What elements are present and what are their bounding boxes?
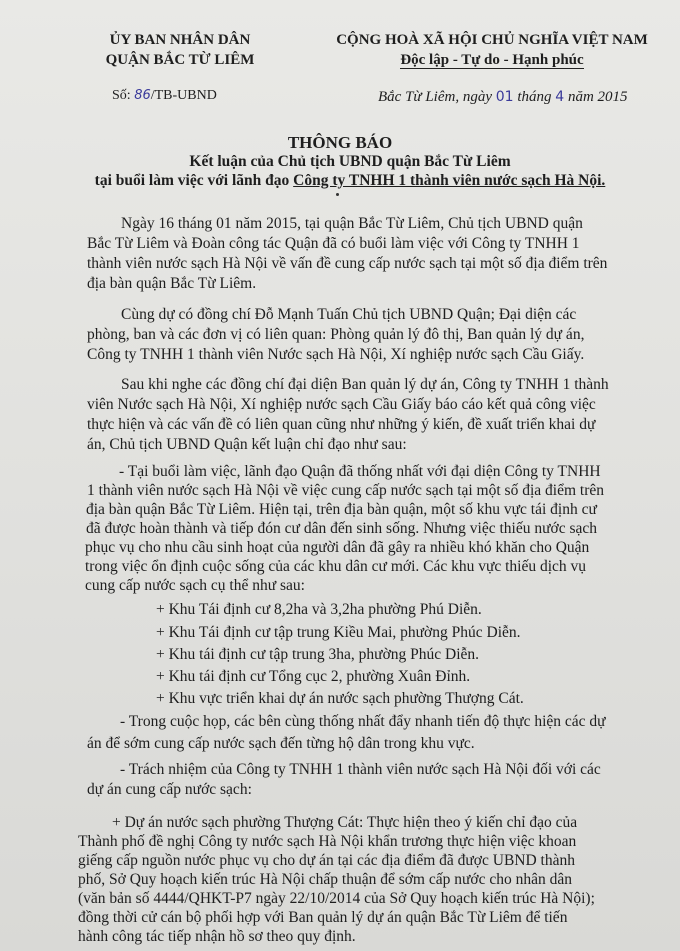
body-line: Cùng dự có đồng chí Đỗ Mạnh Tuấn Chủ tịch UBND Quận; Đại diện các <box>121 306 577 323</box>
body-line: Bắc Từ Liêm và Đoàn công tác Quận đã có buổi làm việc với Công ty TNHH 1 <box>87 235 580 252</box>
national-motto <box>318 50 666 70</box>
body-line: dự án cung cấp nước sạch: <box>87 781 252 798</box>
subtitle-company: Công ty TNHH 1 thành viên nước sạch Hà Nội. <box>293 172 606 189</box>
body-line: Thành phố đề nghị Công ty nước sạch Hà Nội khẩn trương thực hiện việc khoan <box>78 833 577 850</box>
date-day: 01 <box>495 89 514 105</box>
body-line: phố, Sở Quy hoạch kiến trúc Hà Nội chấp thuận để sớm cấp nước cho nhân dân <box>78 871 572 888</box>
body-line: đã được hoàn thành và tiếp đón cư dân đến sinh sống. Nhưng việc thiếu nước sạch <box>86 520 598 537</box>
date-year: năm 2015 <box>567 89 628 105</box>
body-line: trong việc ổn định cuộc sống của các khu dân cư mới. Các khu vực thiếu dịch vụ <box>85 558 587 575</box>
date-month-label: tháng <box>517 89 552 105</box>
document-title: THÔNG BÁO <box>287 133 393 152</box>
body-line: thực hiện và các vấn đề có liên quan cũng như những ý kiến, đề xuất triển khai dự <box>87 416 596 433</box>
body-line: án để sớm cung cấp nước sạch đến từng hộ dân trong khu vực. <box>87 735 475 752</box>
body-line: Công ty TNHH 1 thành viên Nước sạch Hà Nội, Xí nghiệp nước sạch Cầu Giấy. <box>87 346 585 363</box>
doc-no-suffix: /TB-UBND <box>150 88 217 103</box>
date-month: 4 <box>555 89 565 105</box>
agency-line-2: QUẬN BẮC TỪ LIÊM <box>105 52 255 68</box>
list-item: + Khu Tái định cư 8,2ha và 3,2ha phường Phú Diễn. <box>156 601 482 618</box>
date-place: Bắc Từ Liêm, ngày <box>378 89 493 105</box>
doc-no-handwritten: 86 <box>134 88 151 103</box>
body-line: Ngày 16 tháng 01 năm 2015, tại quận Bắc Từ Liêm, Chủ tịch UBND quận <box>121 215 583 232</box>
list-item: + Khu tái định cư Tổng cục 2, phường Xuân Đỉnh. <box>156 668 471 685</box>
document-subtitle-1: Kết luận của Chủ tịch UBND quận Bắc Từ Liêm <box>189 153 511 170</box>
list-item: + Khu vực triển khai dự án nước sạch phường Thượng Cát. <box>156 690 524 707</box>
agency-line-1: ỦY BAN NHÂN DÂN <box>109 32 251 48</box>
issuing-agency <box>100 30 260 70</box>
body-line: đồng thời cử cán bộ phối hợp với Ban quản lý dự án quận Bắc Từ Liêm để tiến <box>78 909 568 926</box>
document-number <box>112 88 217 104</box>
body-line: thành viên nước sạch Hà Nội về vấn đề cung cấp nước sạch tại một số địa điểm trên <box>87 255 608 272</box>
list-item: + Khu tái định cư tập trung 3ha, phường Phúc Diễn. <box>156 646 480 663</box>
body-line: giếng cấp nguồn nước phục vụ cho dự án tại các địa điểm đã được UBND thành <box>78 852 575 869</box>
body-line: 1 thành viên nước sạch Hà Nội về việc cung cấp nước sạch tại một số địa điểm trên <box>87 482 604 499</box>
document-date <box>378 89 628 106</box>
motto-text: Độc lập - Tự do - Hạnh phúc <box>400 52 584 68</box>
body-line: - Trong cuộc họp, các bên cùng thống nhất đẩy nhanh tiến độ thực hiện các dự <box>120 713 606 730</box>
body-line: phục vụ cho nhu cầu sinh hoạt của người dân đã gây ra nhiều khó khăn cho Quận <box>85 539 590 556</box>
body-line: - Tại buổi làm việc, lãnh đạo Quận đã thống nhất với đại diện Công ty TNHH <box>119 463 601 480</box>
national-heading <box>318 30 666 70</box>
document-subtitle-2 <box>40 172 660 190</box>
body-line: + Dự án nước sạch phường Thượng Cát: Thực hiện theo ý kiến chỉ đạo của <box>112 814 578 831</box>
subtitle-prefix: tại buổi làm việc với lãnh đạo <box>94 172 290 189</box>
body-line: Sau khi nghe các đồng chí đại diện Ban quản lý dự án, Công ty TNHH 1 thành <box>121 376 609 393</box>
body-line: địa bàn quận Bắc Từ Liêm. Hiện tại, trên địa bàn quận, một số khu vực tái định cư <box>86 501 597 518</box>
body-line: án, Chủ tịch UBND Quận kết luận chỉ đạo như sau: <box>87 436 407 453</box>
body-line: hành công tác tiếp nhận hồ sơ theo quy định. <box>78 928 356 945</box>
body-line: viên Nước sạch Hà Nội, Xí nghiệp nước sạch Cầu Giấy báo cáo kết quả công việc <box>87 396 596 413</box>
body-line: cung cấp nước sạch cụ thể như sau: <box>85 577 305 594</box>
body-line: địa bàn quận Bắc Từ Liêm. <box>87 275 257 292</box>
body-line: (văn bản số 4444/QHKT-P7 ngày 22/10/2014 của Sở Quy hoạch kiến trúc Hà Nội); <box>78 890 595 907</box>
stray-mark <box>336 193 339 196</box>
doc-no-prefix: Số: <box>112 88 131 103</box>
body-line: - Trách nhiệm của Công ty TNHH 1 thành viên nước sạch Hà Nội đối với các <box>120 761 601 778</box>
list-item: + Khu Tái định cư tập trung Kiều Mai, phường Phúc Diễn. <box>156 624 521 641</box>
body-line: phòng, ban và các đơn vị có liên quan: Phòng quản lý đô thị, Ban quản lý dự án, <box>87 326 585 343</box>
nation-name: CỘNG HOÀ XÃ HỘI CHỦ NGHĨA VIỆT NAM <box>336 32 648 48</box>
